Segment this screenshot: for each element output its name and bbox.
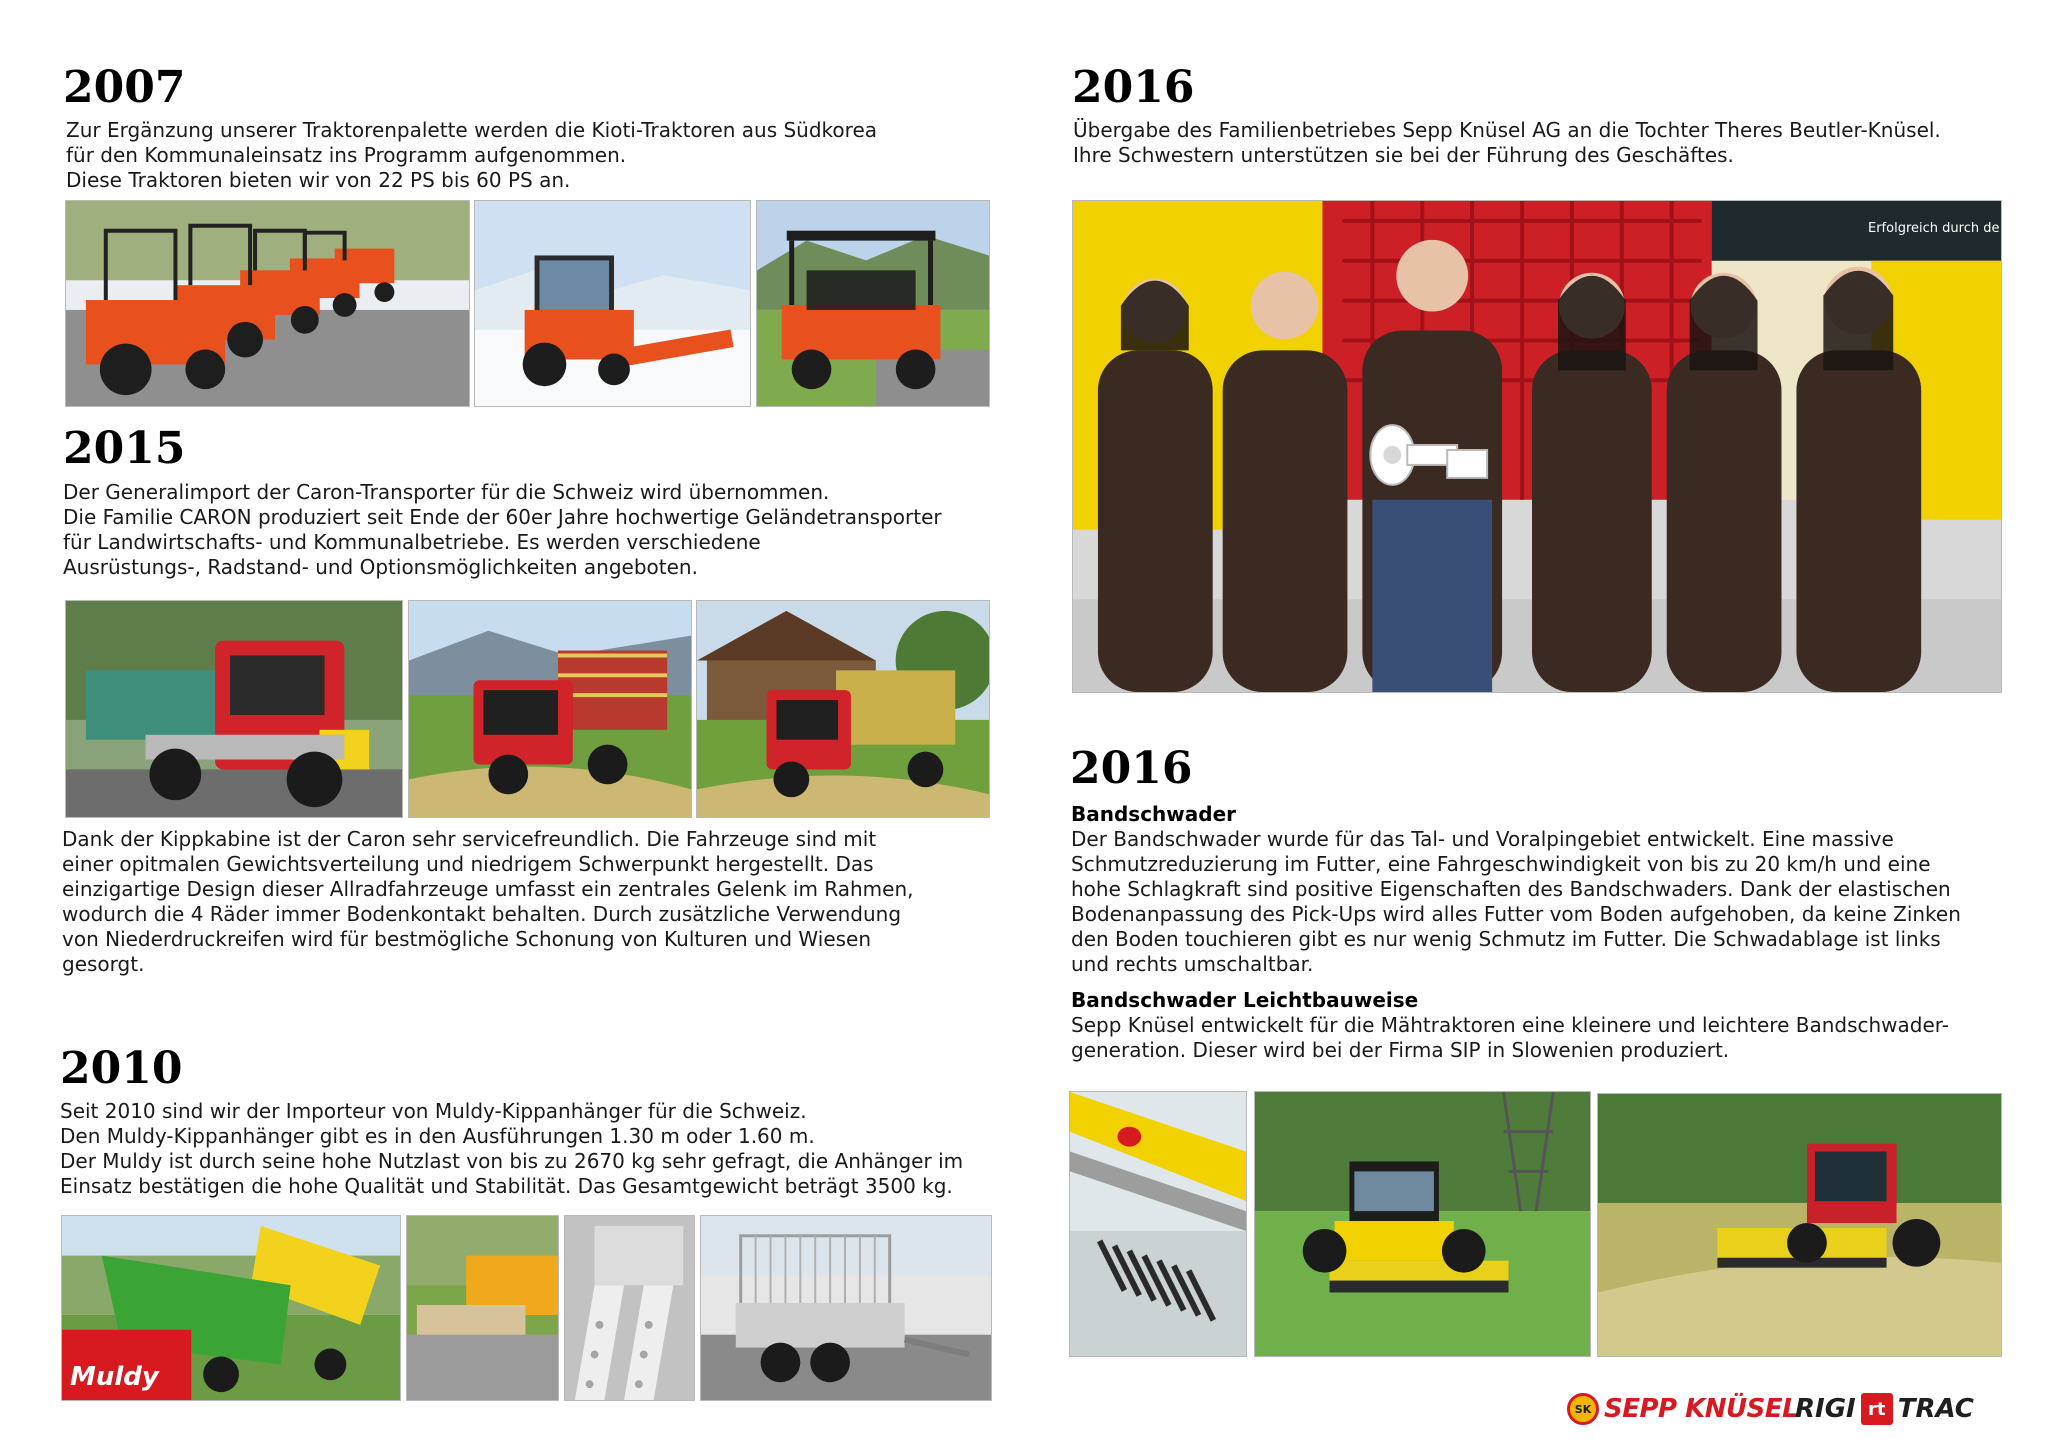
photo-muldy-ramps (564, 1215, 695, 1401)
photo-family-handover (1072, 200, 2002, 693)
subtitle-bandschwader: Bandschwader (1071, 802, 1237, 826)
photo-kioti-tractor-row (65, 200, 470, 407)
rigitrac-rigi-wordmark: RIGI (1795, 1394, 1856, 1424)
photo-muldy-tippers (61, 1215, 401, 1401)
text-bandschwader: Der Bandschwader wurde für das Tal- und Voralpingebiet entwickelt. Eine massive Schmutzreduzierung im Futter, eine Fahrgeschwindigkeit von bis zu 20 km/h und eine hohe Schlagkraft sind positive Eigenschaften des Bandschwaders. Dank der elastischen Bodenanpassung des Pick-Ups wird alles Futter vom Boden aufgehoben, da keine Zinken den Boden touchieren gibt es nur wenig Schmutz im Futter. Die Schwadablage ist links und rechts umschaltbar. (1071, 827, 1961, 976)
photo-muldy-cage-trailer (700, 1215, 992, 1401)
year-2016-handover-heading: 2016 (1072, 62, 1195, 113)
text-2010: Seit 2010 sind wir der Importeur von Muldy-Kippanhänger für die Schweiz. Den Muldy-Kippanhänger gibt es in den Ausführungen 1.30 m oder 1.60 m. Der Muldy ist durch seine hohe Nutzlast von bis zu 2670 kg sehr gefragt, die Anhänger im Einsatz bestätigen die hohe Qualität und Stabilität. Das Gesamtgewicht beträgt 3500 kg. (60, 1099, 964, 1198)
photo-kioti-utv (756, 200, 990, 407)
year-2010-heading: 2010 (60, 1043, 183, 1094)
photo-caron-hooklift (65, 600, 403, 818)
photo-bandschwader-pickup-detail (1069, 1091, 1247, 1357)
subtitle-bandschwader-leichtbau: Bandschwader Leichtbauweise (1071, 988, 1419, 1012)
text-2016-handover: Übergabe des Familienbetriebes Sepp Knüsel AG an die Tochter Theres Beutler-Knüsel. Ihre Schwestern unterstützen sie bei der Führung des Geschäftes. (1073, 118, 1941, 167)
sepp-knuesel-logo (1567, 1393, 1798, 1425)
year-2007-heading: 2007 (63, 62, 186, 113)
text-bandschwader-leichtbau: Sepp Knüsel entwickelt für die Mähtraktoren eine kleinere und leichtere Bandschwader- generation. Dieser wird bei der Firma SIP in Slowenien produziert. (1071, 1013, 1949, 1062)
year-2016-bandschwader-heading: 2016 (1070, 743, 1193, 794)
sepp-knuesel-wordmark: SEPP KNÜSEL (1604, 1394, 1799, 1424)
rigitrac-logo (1795, 1393, 1974, 1425)
text-2007: Zur Ergänzung unserer Traktorenpalette werden die Kioti-Traktoren aus Südkorea für den Kommunaleinsatz ins Programm aufgenommen. Diese Traktoren bieten wir von 22 PS bis 60 PS an. (66, 118, 878, 192)
photo-kioti-snow-plow (474, 200, 751, 407)
photo-bandschwader-red-tractor (1597, 1093, 2002, 1357)
banner-slogan: Erfolgreich durch de (1868, 221, 2000, 236)
year-2015-heading: 2015 (63, 423, 186, 474)
rigitrac-mark-icon: rt (1861, 1393, 1893, 1425)
photo-muldy-pallet (406, 1215, 559, 1401)
sk-badge-icon: SK (1567, 1393, 1599, 1425)
rigitrac-trac-wordmark: TRAC (1897, 1394, 1974, 1424)
text-2015-intro: Der Generalimport der Caron-Transporter für die Schweiz wird übernommen. Die Familie CARON produziert seit Ende der 60er Jahre hochwertige Geländetransporter für Landwirtschafts- und Kommunalbetriebe. Es werden verschiedene Ausrüstungs-, Radstand- und Optionsmöglichkeiten angeboten. (63, 480, 942, 579)
photo-caron-hay-meadow (408, 600, 692, 818)
text-2015-details: Dank der Kippkabine ist der Caron sehr servicefreundlich. Die Fahrzeuge sind mit einer opitmalen Gewichtsverteilung und niedrigem Schwerpunkt hergestellt. Das einzigartige Design dieser Allradfahrzeuge umfasst ein zentrales Gelenk im Rahmen, wodurch die 4 Räder immer Bodenkontakt behalten. Durch zusätzliche Verwendung von Niederdruckreifen wird für bestmögliche Schonung von Kulturen und Wiesen gesorgt. (62, 827, 914, 976)
muldy-logo-text: Muldy (70, 1362, 159, 1392)
photo-bandschwader-yellow-tractor (1254, 1091, 1591, 1357)
photo-caron-hay-farmhouse (696, 600, 990, 818)
